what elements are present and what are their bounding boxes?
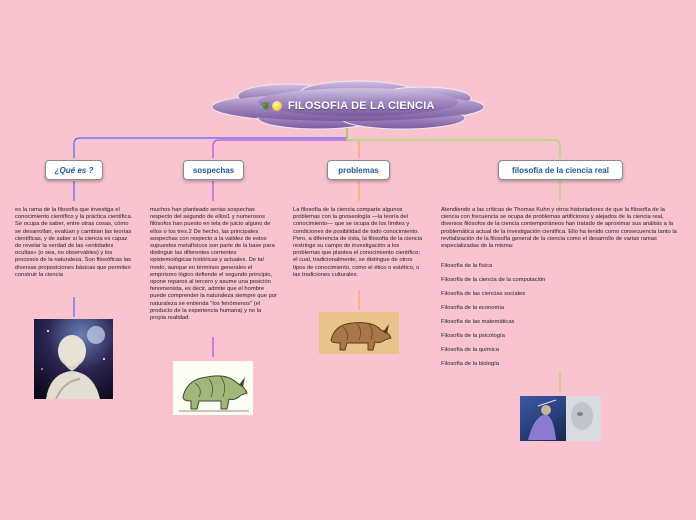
note-que-es[interactable]: es la rama de la filosofía que investiga el conocimiento científico y la práctica científica. Se ocupa de saber, entre otras cosas, cómo se desarrollan, evalúan y cambian las teorías científicas, y de saber si la ciencia es capaz de revelar la verdad de las «entidades ocultas» (o sea, no observables) y los procesos de la naturaleza. Son filosóficas las diversas proposiciones básicas que permiten construir la ciencia <box>15 207 133 278</box>
topic-real-label: filosofía de la ciencia real <box>512 165 609 175</box>
central-icons <box>261 100 281 113</box>
statue-collage-art <box>520 396 601 441</box>
central-title-row <box>208 80 488 132</box>
topic-sospechas-label: sospechas <box>192 165 235 175</box>
rhinoceros-sepia-image[interactable] <box>319 312 399 354</box>
branch-line-problemas <box>347 128 359 158</box>
central-topic[interactable] <box>208 80 488 132</box>
list-item: Filosofía de la ciencia de la computación <box>441 277 546 283</box>
statue-collage-image[interactable] <box>520 396 601 441</box>
list-item: Filosofía de la economía <box>441 305 505 311</box>
note-filosofia-ciencia-real[interactable]: Atendiendo a las críticas de Thomas Kuhn y otros historiadores de que la filosofía de la ciencia con frecuencia se ocupa de problemas artificiosos y alejados de la ciencia real, diversos filósofos de la ciencia contemporáneos han tratado de aproximar sus análisis a la problemática actual de la investigación científica. Ello ha tenido como consecuencia tanto la revitalización de la filosofía general de la ciencia como el desarrollo de varias ramas especializadas de la misma: <box>441 207 677 250</box>
topic-filosofia-ciencia-real[interactable] <box>498 160 623 180</box>
central-title: FILOSOFIA DE LA CIENCIA <box>287 100 435 112</box>
philosopher-image[interactable] <box>34 319 113 399</box>
note-problemas[interactable]: La filosofía de la ciencia comparte algunos problemas con la gnoseología —la teoría del conocimiento— que se ocupa de los límites y condiciones de posibilidad de todo conocimiento. Pero, a diferencia de ésta, la filosofía de la ciencia restringe su campo de investigación a los problemas que plantea el conocimiento científico; el cual, tradicionalmente, se distingue de otros tipos de conocimiento, como el ético o estético, o las tradiciones culturales. <box>293 207 423 278</box>
topic-que-es[interactable] <box>45 160 103 180</box>
topic-que-es-label: ¿Qué es ? <box>54 165 94 175</box>
list-item: Filosofía de la biología <box>441 361 500 367</box>
leaf-icon: ❦ <box>261 100 271 113</box>
sun-icon <box>272 101 282 111</box>
list-item: Filosofía de la física <box>441 263 493 269</box>
topic-sospechas[interactable] <box>183 160 244 180</box>
note-sospechas[interactable]: muchos han planteado serias sospechas respecto del segundo de ellos1 y numerosos filósofos han puesto en tela de juicio alguno de ellos o los tres.2 De hecho, las principales sospechas con respecto a la validez de estos supuestos metafísicos son parte de la base para distinguir las diferentes corrientes epistemológicas históricas y actuales. De tal modo, aunque en términos generales el empirismo lógico defiende el segundo principio, opone reparos al tercero y asume una posición fenomenista, es decir, admite que el hombre puede comprender la naturaleza siempre que por naturaleza se entienda "los fenómenos" (el producto de la experiencia humana) y no la propia realidad. <box>150 207 277 322</box>
branch-line-sospechas <box>213 128 347 158</box>
list-item: Filosofía de las matemáticas <box>441 319 515 325</box>
topic-problemas-label: problemas <box>338 165 379 175</box>
topic-problemas[interactable] <box>327 160 390 180</box>
branch-line-real <box>347 128 560 158</box>
specialized-branches-list <box>441 263 545 375</box>
philosopher-art <box>34 319 113 399</box>
main-branch-lines <box>74 128 560 158</box>
rhinoceros-sepia-art <box>319 312 399 354</box>
rhinoceros-engraving-art <box>173 361 253 415</box>
list-item: Filosofía de la psicología <box>441 333 505 339</box>
list-item: Filosofía de la química <box>441 347 499 353</box>
branch-line-que-es <box>74 128 347 158</box>
list-item: Filosofía de las ciencias sociales <box>441 291 526 297</box>
rhinoceros-engraving-image[interactable] <box>173 361 253 415</box>
